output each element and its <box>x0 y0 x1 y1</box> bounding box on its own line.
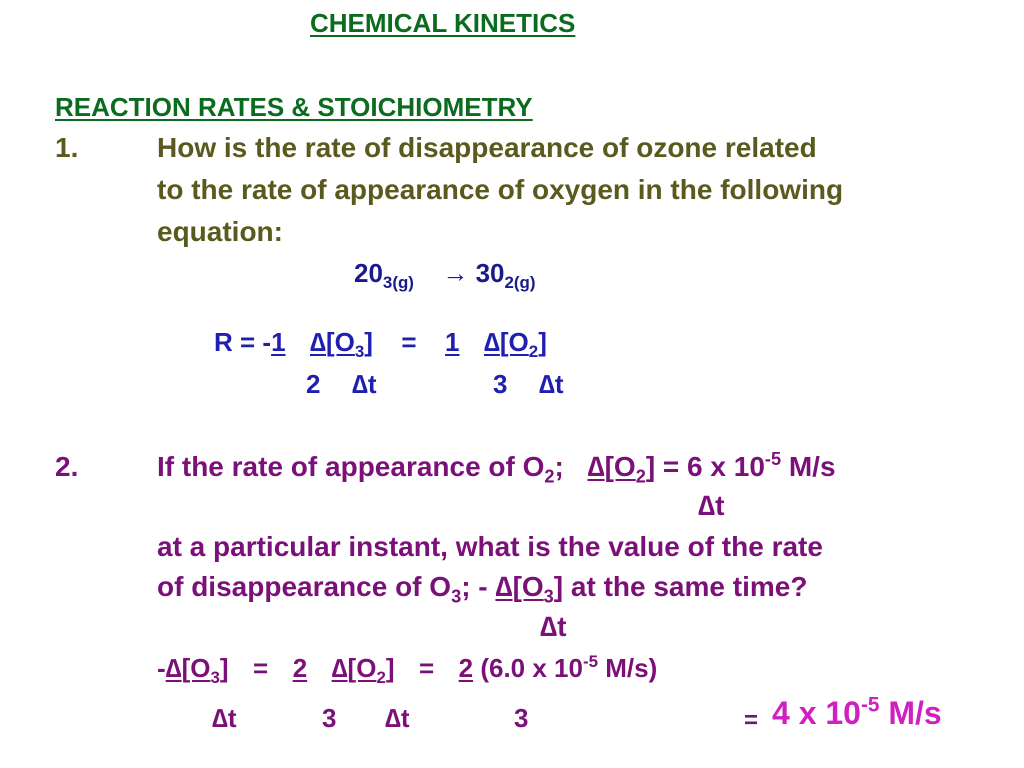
rate-equals: = <box>401 327 417 357</box>
rate-delta-t-1: ∆t <box>352 369 377 399</box>
rate-delta-t-2: ∆t <box>539 369 564 399</box>
delta-o2-term: $\Delta[O_2]$ <box>483 327 547 361</box>
question-2-line-2: at a particular instant, what is the value of the rate <box>157 531 823 562</box>
question-2-number: 2. <box>55 451 79 482</box>
delta-o3-rate-term: $\Delta[O_3]$ <box>495 571 564 607</box>
question-1-line-3: equation: <box>157 216 283 247</box>
question-2-line-1: If the rate of appearance of $O_2$; $\Delta[O_2] = 6$ x $10^{-5}$ M/s <box>157 449 836 487</box>
delta-symbol: ∆ <box>310 327 326 357</box>
rate-coefficient-1: 1 <box>271 327 286 357</box>
calc-denominator-2: 3 <box>514 703 529 733</box>
given-rate-value: = 6 x 10 <box>662 451 765 482</box>
final-answer: 4 x $10^{-5}$ M/s <box>772 693 942 731</box>
calc-value: (6.0 x 10 <box>480 653 583 683</box>
rate-denominator-2: 3 <box>493 369 508 399</box>
calculation-line: $-\Delta[O_3] = 2$ $\Delta[O_2] = 2$ (6.0 x $10^{-5}$ M/s) <box>157 651 658 687</box>
reaction-equation <box>354 258 536 292</box>
calc-coefficient-2: 2 <box>458 653 474 683</box>
rate-expression-numerators <box>214 327 547 361</box>
product-coefficient: 30 <box>475 258 505 288</box>
calc-delta-t-2: ∆t <box>385 703 410 733</box>
page-title: CHEMICAL KINETICS <box>310 8 576 38</box>
calc-coefficient-1: 2 <box>292 653 308 683</box>
reactant-coefficient: 20 <box>354 258 383 288</box>
given-rate-delta-t: ∆t <box>698 490 725 521</box>
calc-denominator-1: 3 <box>322 703 337 733</box>
rate-lead: R = - <box>214 327 272 357</box>
rate-denominator-1: 2 <box>306 369 321 399</box>
question-1-line-1: How is the rate of disappearance of ozone related <box>157 132 817 163</box>
reaction-arrow: → <box>442 258 469 288</box>
section-heading: REACTION RATES & STOICHIOMETRY <box>55 92 533 122</box>
delta-o3-term: $\Delta[O_3]$ <box>310 327 373 361</box>
reactant-subscript: 3(g) <box>382 272 414 292</box>
calc-delta-o2: $\Delta[O_2]$ <box>331 653 395 687</box>
product-subscript: 2(g) <box>504 272 536 292</box>
question-1-number: 1. <box>55 132 79 163</box>
answer-equals: = <box>744 707 759 734</box>
delta-o2-rate-term: $\Delta[O_2]$ <box>587 451 656 487</box>
question-2-line-3: of disappearance of $O_3$; - $\Delta[O_3]$ at the same time? <box>157 571 808 607</box>
calc-delta-t-1: ∆t <box>212 703 237 733</box>
delta-symbol: ∆ <box>483 327 500 357</box>
question-delta-t: ∆t <box>540 611 567 642</box>
calc-delta-o3: $\Delta[O_3]$ <box>165 653 229 687</box>
question-1-line-2: to the rate of appearance of oxygen in the following <box>157 174 844 205</box>
rate-coefficient-2: 1 <box>445 327 460 357</box>
